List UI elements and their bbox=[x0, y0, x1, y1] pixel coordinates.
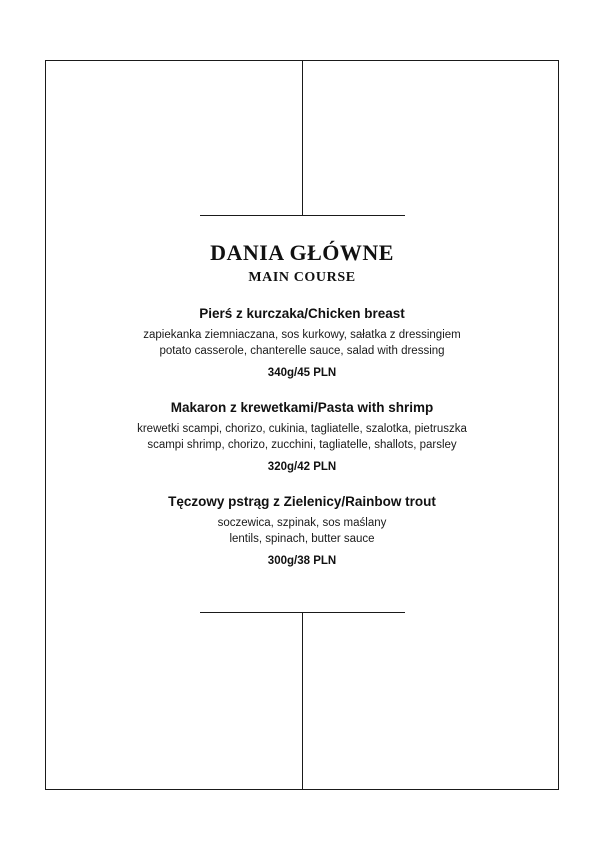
menu-item-name: Tęczowy pstrąg z Zielenicy/Rainbow trout bbox=[168, 494, 436, 509]
menu-item bbox=[45, 400, 559, 473]
horizontal-rule-bottom bbox=[200, 612, 405, 613]
horizontal-rule-top bbox=[200, 215, 405, 216]
menu-item-price: 340g/45 PLN bbox=[267, 367, 337, 379]
menu-item bbox=[45, 306, 559, 379]
menu-item-name: Pierś z kurczaka/Chicken breast bbox=[199, 306, 405, 321]
menu-item-description-english: scampi shrimp, chorizo, zucchini, tagliatelle, shallots, parsley bbox=[147, 439, 457, 451]
menu-item-price: 300g/38 PLN bbox=[267, 555, 337, 567]
menu-item-description-polish: krewetki scampi, chorizo, cukinia, tagliatelle, szalotka, pietruszka bbox=[137, 423, 467, 435]
menu-content bbox=[45, 240, 559, 567]
menu-heading-polish: DANIA GŁÓWNE bbox=[210, 240, 394, 265]
menu-item-description-english: lentils, spinach, butter sauce bbox=[229, 533, 375, 545]
menu-item bbox=[45, 494, 559, 567]
menu-item-description-english: potato casserole, chanterelle sauce, salad with dressing bbox=[159, 345, 445, 357]
menu-item-description-polish: zapiekanka ziemniaczana, sos kurkowy, sałatka z dressingiem bbox=[143, 329, 461, 341]
vertical-rule-bottom bbox=[302, 613, 303, 790]
menu-heading-english: MAIN COURSE bbox=[248, 270, 356, 285]
menu-item-price: 320g/42 PLN bbox=[267, 461, 337, 473]
menu-item-name: Makaron z krewetkami/Pasta with shrimp bbox=[170, 400, 434, 415]
menu-item-description-polish: soczewica, szpinak, sos maślany bbox=[217, 517, 387, 529]
vertical-rule-top bbox=[302, 60, 303, 216]
